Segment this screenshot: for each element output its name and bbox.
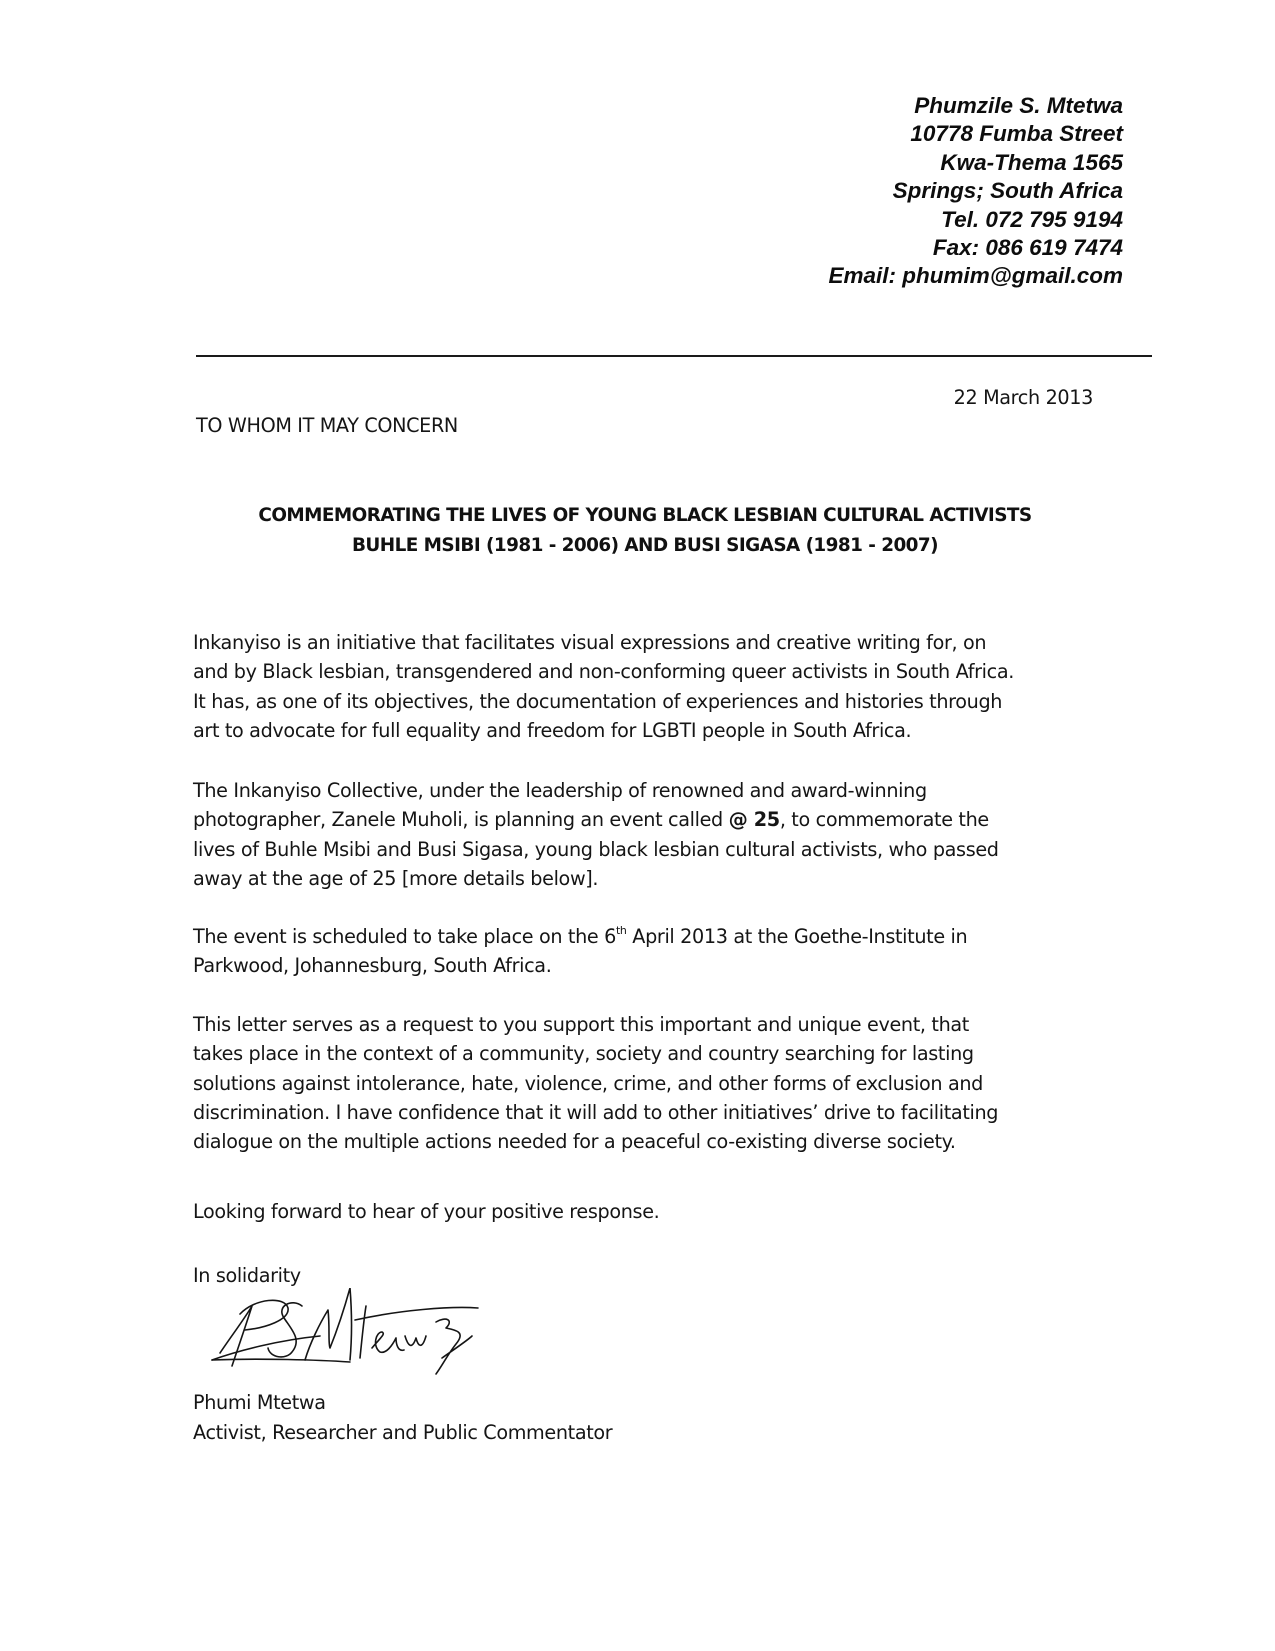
event-name-bold: @ 25 <box>728 808 780 832</box>
paragraph-request <box>193 1010 1093 1156</box>
paragraph-line: This letter serves as a request to you support this important and unique event, that <box>193 1013 969 1036</box>
sender-fax: Fax: 086 619 7474 <box>932 235 1123 261</box>
paragraph-event <box>193 922 1093 981</box>
signature-icon <box>210 1288 510 1383</box>
valediction <box>193 1261 1093 1290</box>
paragraph-line: discrimination. I have confidence that it will add to other initiatives’ drive to facilitating <box>193 1100 999 1124</box>
ordinal-superscript: th <box>615 923 627 937</box>
sender-email: Email: phumim@gmail.com <box>828 263 1123 289</box>
signatory-block <box>193 1388 612 1448</box>
paragraph-line: takes place in the context of a community, society and country searching for lasting <box>193 1042 974 1066</box>
sender-street: 10778 Fumba Street <box>910 121 1123 147</box>
title-line-2: BUHLE MSIBI (1981 - 2006) AND BUSI SIGASA (1981 - 2007) <box>351 535 939 556</box>
closing-line <box>193 1197 1093 1226</box>
paragraph-line: Inkanyiso is an initiative that facilitates visual expressions and creative writing for, on <box>193 631 987 654</box>
sender-address-block <box>829 92 1124 291</box>
paragraph-line: dialogue on the multiple actions needed for a peaceful co-existing diverse society. <box>193 1130 956 1154</box>
valediction-text: In solidarity <box>193 1264 301 1287</box>
paragraph-intro <box>193 628 1093 745</box>
sender-name: Phumzile S. Mtetwa <box>914 93 1123 118</box>
paragraph-line: The Inkanyiso Collective, under the leadership of renowned and award-winning <box>193 779 927 802</box>
paragraph-line: Parkwood, Johannesburg, South Africa. <box>193 954 552 978</box>
title-line-1: COMMEMORATING THE LIVES OF YOUNG BLACK LESBIAN CULTURAL ACTIVISTS <box>258 505 1032 526</box>
paragraph-line <box>193 922 1093 951</box>
signature-image <box>210 1288 510 1383</box>
text-run: April 2013 at the Goethe-Institute in <box>626 925 968 948</box>
paragraph-collective <box>193 776 1093 893</box>
sender-tel: Tel. 072 795 9194 <box>941 206 1123 232</box>
letter-date: 22 March 2013 <box>953 386 1093 409</box>
sender-city: Springs; South Africa <box>892 178 1123 204</box>
text-run: The event is scheduled to take place on the 6 <box>193 925 616 948</box>
text-run: photographer, Zanele Muholi, is planning an event called <box>193 808 729 832</box>
salutation: TO WHOM IT MAY CONCERN <box>196 414 458 437</box>
letter-title <box>0 501 1275 561</box>
paragraph-line <box>193 805 1093 834</box>
signatory-name: Phumi Mtetwa <box>193 1391 326 1414</box>
sender-suburb: Kwa-Thema 1565 <box>940 149 1123 175</box>
paragraph-line: It has, as one of its objectives, the documentation of experiences and histories through <box>193 689 1003 713</box>
paragraph-line: lives of Buhle Msibi and Busi Sigasa, young black lesbian cultural activists, who passed <box>193 837 999 861</box>
header-divider <box>196 355 1152 357</box>
paragraph-line: and by Black lesbian, transgendered and non-conforming queer activists in South Africa. <box>193 660 1014 684</box>
paragraph-line: away at the age of 25 [more details below]. <box>193 866 599 890</box>
paragraph-line: solutions against intolerance, hate, violence, crime, and other forms of exclusion and <box>193 1071 984 1095</box>
signatory-role: Activist, Researcher and Public Commentator <box>193 1421 613 1444</box>
paragraph-line: art to advocate for full equality and freedom for LGBTI people in South Africa. <box>193 718 912 742</box>
paragraph-line: Looking forward to hear of your positive response. <box>193 1200 660 1223</box>
text-run: , to commemorate the <box>779 808 989 832</box>
